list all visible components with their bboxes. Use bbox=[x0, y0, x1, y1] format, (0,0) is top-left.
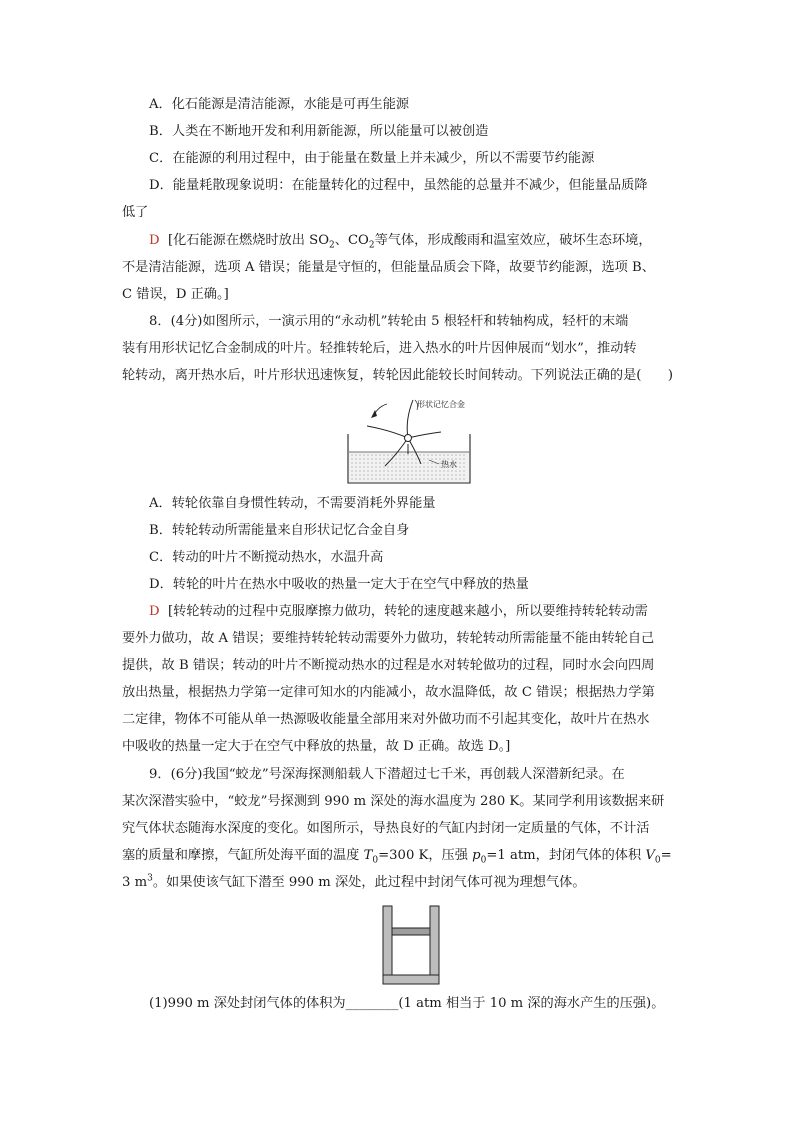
q8-explanation-line5: 二定律，物体不可能从单一热源吸收能量全部用来对外做功而不引起其变化，故叶片在热水 bbox=[122, 712, 650, 727]
q8-explanation-line2: 要外力做功，故 A 错误；要维持转轮转动需要外力做功，转轮转动所需能量不能由转轮自己 bbox=[122, 631, 655, 646]
q8-explanation-line1: D [转轮转动的过程中克服摩擦力做功，转轮的速度越来越小，所以要维持转轮转动需 bbox=[149, 604, 648, 619]
q7-explanation-line2: 不是清洁能源，选项 A 错误；能量是守恒的，但能量品质会下降，故要节约能源，选项 B、 bbox=[122, 260, 655, 275]
q7-option-d-line1: D．能量耗散现象说明：在能量转化的过程中，虽然能的总量并不减少，但能量品质降 bbox=[149, 178, 648, 193]
perpetual-motion-wheel-figure bbox=[345, 394, 473, 486]
gas-cylinder-figure bbox=[381, 904, 441, 986]
q7-option-b: B．人类在不断地开发和利用新能源，所以能量可以被创造 bbox=[149, 124, 489, 139]
q8-stem-line3: 轮转动，离开热水后，叶片形状迅速恢复，转轮因此能较长时间转动。下列说法正确的是( ) bbox=[122, 368, 673, 383]
q9-stem-line1: 9．(6分)我国“蛟龙”号深海探测船载人下潜超过七千米，再创载人深潜新纪录。在 bbox=[149, 767, 625, 782]
q8-option-c: C．转动的叶片不断搅动热水，水温升高 bbox=[149, 550, 384, 565]
q7-answer: D bbox=[149, 233, 160, 248]
q8-option-a: A．转轮依靠自身惯性转动，不需要消耗外界能量 bbox=[149, 496, 436, 511]
q9-stem-line4: 塞的质量和摩擦，气缸所处海平面的温度 $T_0=300$ K，压强 $p_0=1$ atm，封闭气体的体积 $V_0=$ bbox=[122, 848, 672, 866]
q9-stem-line2: 某次深潜实验中，“蛟龙”号探测到 990 m 深处的海水温度为 280 K。某同学利用该数据来研 bbox=[122, 794, 665, 809]
q9-stem-line3: 究气体状态随海水深度的变化。如图所示，导热良好的气缸内封闭一定质量的气体，不计活 bbox=[122, 821, 650, 836]
q8-answer: D bbox=[149, 604, 160, 619]
q8-explanation-line6: 中吸收的热量一定大于在空气中释放的热量，故 D 正确。故选 D。] bbox=[122, 739, 511, 754]
q8-option-d: D．转轮的叶片在热水中吸收的热量一定大于在空气中释放的热量 bbox=[149, 577, 529, 592]
q8-stem-line2: 装有用形状记忆合金制成的叶片。轻推转轮后，进入热水的叶片因伸展而“划水”，推动转 bbox=[122, 341, 637, 356]
q7-explanation-line3: C 错误，D 正确。] bbox=[122, 287, 229, 302]
q7-option-c: C．在能源的利用过程中，由于能量在数量上并未减少，所以不需要节约能源 bbox=[149, 151, 595, 166]
q7-option-a: A．化石能源是清洁能源，水能是可再生能源 bbox=[149, 97, 410, 112]
q9-stem-line5: 3 $m^3$。如果使该气缸下潜至 990 m 深处，此过程中封闭气体可视为理想气体。 bbox=[122, 873, 586, 890]
q7-explanation-line1: D [化石能源在燃烧时放出 $SO_2$、$CO_2$等气体，形成酸雨和温室效应，破坏生态环境， bbox=[149, 233, 652, 251]
q7-option-d-line2: 低了 bbox=[122, 205, 149, 220]
q8-explanation-line4: 放出热量，根据热力学第一定律可知水的内能减小，故水温降低，故 C 错误；根据热力学第 bbox=[122, 685, 655, 700]
q9-part1: (1)990 m 深处封闭气体的体积为________(1 atm 相当于 10 m 深的海水产生的压强)。 bbox=[149, 996, 665, 1011]
label-hot-water: 热水 bbox=[441, 460, 457, 469]
q8-explanation-line3: 提供，故 B 错误；转动的叶片不断搅动热水的过程是水对转轮做功的过程，同时水会向四周 bbox=[122, 658, 655, 673]
q8-option-b: B．转轮转动所需能量来自形状记忆合金自身 bbox=[149, 523, 410, 538]
label-shape-memory-alloy: 形状记忆合金 bbox=[417, 400, 465, 409]
q8-stem-line1: 8．(4分)如图所示，一演示用的“永动机”转轮由 5 根轻杆和转轴构成，轻杆的末端 bbox=[149, 314, 629, 329]
